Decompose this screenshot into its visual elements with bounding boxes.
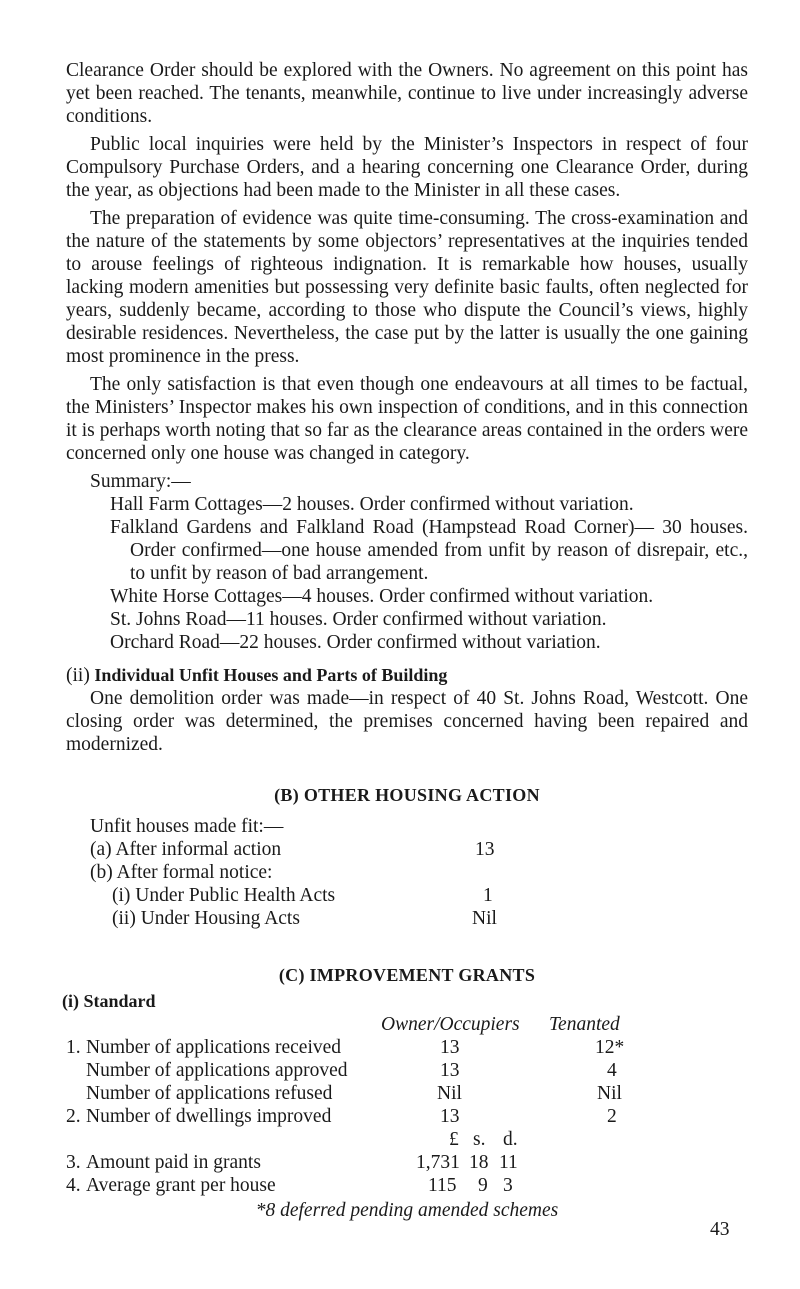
row-label: (ii) Under Housing Acts: [112, 908, 300, 929]
table-row: [66, 1174, 748, 1197]
summary-label: Summary:—: [90, 471, 191, 492]
row-number: 2.: [66, 1106, 81, 1127]
row-label: Number of dwellings improved: [86, 1106, 332, 1127]
paragraph-1: Clearance Order should be explored with the Owners. No agreement on this point has yet been reached. The tenants, meanwhile, continue to live under increasingly adverse conditions.: [66, 60, 748, 127]
section-b-table: [66, 838, 748, 930]
owner-column-header: Owner/Occupiers: [381, 1014, 520, 1035]
paragraph-3: The preparation of evidence was quite time-consuming. The cross-examination and the nature of the statements by some objectors’ representatives at the inquiries tended to arouse feelings of righteous indignation. It is remarkable how houses, usually lacking modern amenities but possessing very definite basic faults, often neglected for years, suddenly became, according to those who dispute the Council’s views, highly desirable residences. Nevertheless, the case put by the latter is usually the one gaining most prominence in the press.: [66, 208, 748, 367]
document-page: [62, 59, 748, 1222]
money-header-row: [66, 1128, 748, 1151]
row-label: Number of applications refused: [86, 1083, 333, 1104]
footnote: *8 deferred pending amended schemes: [255, 1200, 559, 1221]
row-number: 3.: [66, 1152, 81, 1173]
table-row: [66, 861, 748, 884]
summary-item: White Horse Cottages—4 houses. Order confirmed without variation.: [110, 586, 654, 607]
summary-list: [110, 493, 748, 654]
table-row: [66, 1105, 748, 1128]
table-row: [66, 1036, 748, 1059]
shillings-value: 9: [478, 1175, 488, 1196]
table-row: [66, 1151, 748, 1174]
table-row: [66, 1082, 748, 1105]
owner-value: Nil: [437, 1083, 462, 1104]
table-row: [66, 838, 748, 861]
shillings-value: 18: [469, 1152, 489, 1173]
table-row: [66, 884, 748, 907]
section-ii-heading: [66, 664, 748, 687]
page-number: 43: [710, 1219, 730, 1240]
row-label: Amount paid in grants: [86, 1152, 261, 1173]
shillings-header: s.: [473, 1129, 486, 1150]
row-label: (a) After informal action: [90, 839, 282, 860]
row-value: 1: [483, 885, 493, 906]
row-value: Nil: [472, 908, 497, 929]
tenanted-value: 2: [607, 1106, 617, 1127]
section-c-heading: (C) IMPROVEMENT GRANTS: [278, 965, 536, 985]
section-c-subheading: (i) Standard: [62, 991, 156, 1011]
row-value: 13: [475, 839, 495, 860]
pence-value: 3: [503, 1175, 513, 1196]
section-b-lead: Unfit houses made fit:—: [90, 816, 284, 837]
pounds-value: 1,731: [416, 1152, 460, 1173]
section-ii-text: One demolition order was made—in respect of 40 St. Johns Road, Westcott. One closing order was determined, the premises concerned having been repaired and modernized.: [66, 688, 748, 755]
tenanted-value: 4: [607, 1060, 617, 1081]
row-label: (b) After formal notice:: [90, 862, 273, 883]
row-number: 1.: [66, 1037, 81, 1058]
table-row: [66, 1059, 748, 1082]
paragraph-2: Public local inquiries were held by the Minister’s Inspectors in respect of four Compulsory Purchase Orders, and a hearing concerning one Clearance Order, during the year, as objections had been made to the Minister in all these cases.: [66, 134, 748, 201]
tenanted-value: 12*: [595, 1037, 625, 1058]
summary-item: Hall Farm Cottages—2 houses. Order confirmed without variation.: [110, 494, 634, 515]
pence-header: d.: [503, 1129, 518, 1150]
owner-value: 13: [440, 1106, 460, 1127]
row-label: Number of applications approved: [86, 1060, 348, 1081]
summary-item: Orchard Road—22 houses. Order confirmed without variation.: [110, 632, 601, 653]
pence-value: 11: [499, 1152, 518, 1173]
summary-item: St. Johns Road—11 houses. Order confirmed without variation.: [110, 609, 607, 630]
row-number: 4.: [66, 1175, 81, 1196]
paragraph-4: The only satisfaction is that even though one endeavours at all times to be factual, the Ministers’ Inspector makes his own inspection of conditions, and in this connection it is perhaps worth noting that so far as the clearance areas contained in the orders were concerned only one house was changed in category.: [66, 374, 748, 464]
summary-item: Falkland Gardens and Falkland Road (Hampstead Road Corner)— 30 houses. Order confirmed—one house amended from unfit by reason of disrepair, etc., to unfit by reason of bad arrangement.: [110, 517, 748, 584]
section-ii-number: (ii): [66, 665, 90, 686]
pounds-value: 115: [428, 1175, 457, 1196]
owner-value: 13: [440, 1037, 460, 1058]
tenanted-value: Nil: [597, 1083, 622, 1104]
section-b-heading: (B) OTHER HOUSING ACTION: [274, 785, 540, 805]
grants-column-headers: [66, 1013, 748, 1036]
table-row: [66, 907, 748, 930]
tenanted-column-header: Tenanted: [549, 1014, 620, 1035]
grants-table: [66, 1013, 748, 1197]
row-label: Number of applications received: [86, 1037, 342, 1058]
pounds-header: £: [449, 1129, 459, 1150]
row-label: Average grant per house: [86, 1175, 276, 1196]
row-label: (i) Under Public Health Acts: [112, 885, 336, 906]
owner-value: 13: [440, 1060, 460, 1081]
section-ii-title: Individual Unfit Houses and Parts of Building: [94, 665, 448, 685]
